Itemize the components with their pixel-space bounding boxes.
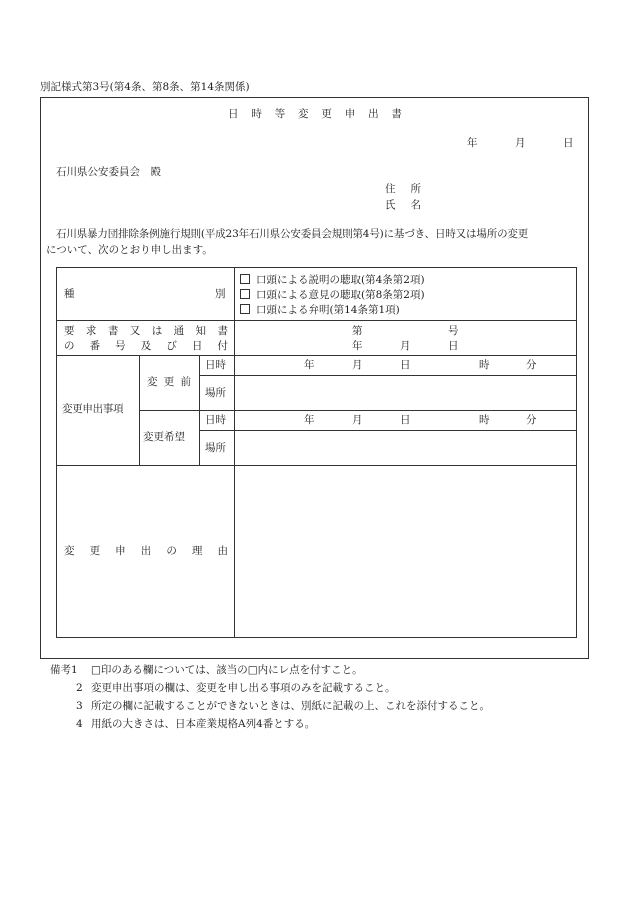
label-char: 日 (191, 340, 203, 352)
type-option-label: 口頭による意見の聴取(第8条第2項) (256, 289, 425, 301)
table-rule (199, 430, 577, 431)
label-char: 氏 (385, 199, 396, 211)
label-char: 通 (173, 325, 185, 337)
date-month: 月 (515, 137, 526, 149)
label-char: 及 (140, 340, 152, 352)
label-char: 変 (147, 376, 158, 388)
unit-month: 月 (352, 414, 363, 426)
table-rule (199, 375, 577, 376)
request-date-year: 年 (352, 340, 363, 352)
addressee: 石川県公安委員会 殿 (56, 166, 161, 178)
checkbox-icon[interactable] (240, 304, 250, 314)
type-option-2[interactable] (240, 289, 425, 301)
table-rule (56, 320, 577, 321)
unit-day: 日 (400, 359, 411, 371)
type-option-3[interactable] (240, 304, 400, 316)
label-char: 番 (89, 340, 101, 352)
note-3-text: 所定の欄に記載することができないときは、別紙に記載の上、これを添付すること。 (91, 700, 490, 712)
table-rule (139, 355, 140, 465)
label-char: 名 (410, 199, 421, 211)
label-char: 由 (217, 545, 228, 557)
form-title (228, 109, 402, 120)
type-label-left: 種 (64, 288, 75, 300)
before-datetime-label: 日時 (205, 359, 226, 371)
checkbox-icon[interactable] (240, 289, 250, 299)
table-rule (199, 355, 200, 465)
unit-minute: 分 (526, 414, 537, 426)
type-option-label: 口頭による弁明(第14条第1項) (256, 304, 400, 316)
label-char: 書 (391, 108, 402, 120)
label-char: 要 (64, 325, 75, 337)
label-char: 更 (163, 376, 175, 388)
note-4-text: 用紙の大きさは、日本産業規格A列4番とする。 (91, 718, 316, 730)
label-char: 知 (195, 325, 207, 337)
label-char: 前 (180, 376, 191, 388)
label-char: 書 (217, 325, 228, 337)
label-char: 日 (228, 108, 239, 120)
label-char: 更 (89, 545, 101, 557)
unit-year: 年 (304, 359, 315, 371)
date-day: 日 (563, 137, 574, 149)
table-rule (56, 355, 577, 356)
label-char: 所 (410, 183, 421, 195)
label-char: び (166, 340, 177, 352)
unit-year: 年 (304, 414, 315, 426)
label-char: 住 (385, 183, 396, 195)
label-char: 書 (107, 325, 119, 337)
desired-label: 変更希望 (143, 431, 185, 443)
body-text-line2: について、次のとおり申し出ます。 (46, 244, 213, 256)
checkbox-icon[interactable] (240, 274, 250, 284)
unit-hour: 時 (479, 359, 490, 371)
label-char: 出 (368, 108, 379, 120)
label-char: 等 (274, 108, 286, 120)
label-char: 時 (251, 108, 262, 120)
note-1-number: 備考1 (50, 664, 78, 676)
before-place-label: 場所 (205, 387, 226, 399)
request-label-line2 (64, 341, 228, 352)
table-rule (234, 267, 235, 638)
note-2-text: 変更申出事項の欄は、変更を申し出る事項のみを記載すること。 (91, 682, 396, 694)
type-option-label: 口頭による説明の聴取(第4条第2項) (256, 274, 425, 286)
label-char: は (151, 325, 163, 337)
body-text-line1: 石川県暴力団排除条例施行規則(平成23年石川県公安委員会規則第4号)に基づき、日時又は場所の変更 (56, 228, 529, 240)
label-char: 理 (191, 545, 203, 557)
unit-minute: 分 (526, 359, 537, 371)
label-char: 変 (64, 545, 75, 557)
label-char: 号 (115, 340, 126, 352)
reason-label (64, 546, 228, 557)
request-date-month: 月 (400, 340, 411, 352)
label-char: 出 (140, 545, 152, 557)
type-label-right: 別 (215, 288, 226, 300)
note-4-number: 4 (76, 718, 83, 730)
label-char: 更 (321, 108, 332, 120)
desired-datetime-label: 日時 (205, 414, 226, 426)
note-1-text: □印のある欄については、該当の□内にレ点を付すこと。 (91, 664, 363, 676)
request-no-prefix: 第 (352, 325, 363, 337)
note-2-number: 2 (76, 682, 83, 694)
label-char: の (166, 545, 177, 557)
name-label (385, 200, 421, 211)
label-char: 変 (298, 108, 309, 120)
label-char: の (64, 340, 75, 352)
label-char: 又 (129, 325, 141, 337)
request-no-suffix: 号 (448, 325, 459, 337)
form-number-label: 別記様式第3号(第4条、第8条、第14条関係) (40, 81, 250, 93)
desired-place-label: 場所 (205, 442, 226, 454)
before-label (147, 377, 191, 388)
label-char: 申 (344, 108, 356, 120)
unit-month: 月 (352, 359, 363, 371)
table-rule (56, 465, 577, 466)
change-items-label: 変更申出事項 (62, 403, 124, 415)
request-label-line1 (64, 326, 228, 337)
date-year: 年 (467, 137, 478, 149)
unit-day: 日 (400, 414, 411, 426)
application-table (56, 267, 577, 638)
address-label (385, 184, 421, 195)
unit-hour: 時 (479, 414, 490, 426)
request-date-day: 日 (448, 340, 459, 352)
type-option-1[interactable] (240, 274, 425, 286)
table-rule (139, 410, 577, 411)
label-char: 付 (217, 340, 228, 352)
label-char: 申 (115, 545, 126, 557)
label-char: 求 (85, 325, 97, 337)
note-3-number: 3 (76, 700, 83, 712)
